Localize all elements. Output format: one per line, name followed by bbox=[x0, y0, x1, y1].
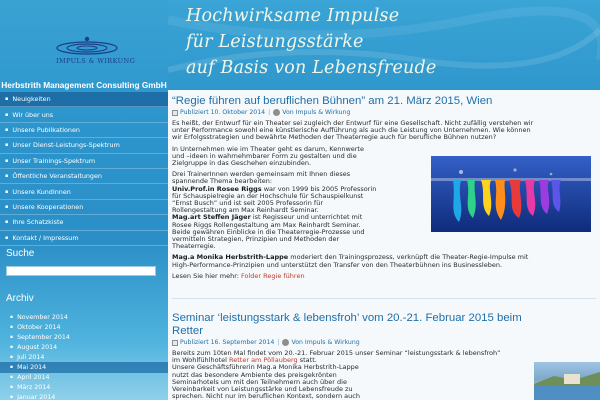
logo-text: IMPULS & WIRKUNG bbox=[56, 57, 136, 65]
post-author[interactable]: Von Impuls & Wirkung bbox=[291, 339, 360, 346]
archive-item[interactable] bbox=[0, 393, 168, 400]
bullet-icon: ▪ bbox=[10, 395, 14, 400]
nav-label: Unsere Kooperationen bbox=[12, 202, 84, 211]
text-line: “Ernst Busch” und ist seit 2005 Professorin für bbox=[172, 199, 323, 208]
nav-item-schatzkiste[interactable] bbox=[0, 215, 168, 230]
post-author[interactable]: Von Impuls & Wirkung bbox=[282, 109, 351, 116]
meta-separator: | bbox=[268, 109, 271, 116]
bullet-icon: ▪ bbox=[10, 375, 14, 381]
text-line: sprechen. Nicht nur im beruflichen Kontext, sondern auch bbox=[172, 392, 360, 400]
text-line: Unsere Geschäftsführerin Mag.a Monika Herbstrith-Lappe bbox=[172, 363, 359, 372]
header-banner bbox=[168, 0, 600, 90]
bullet-icon: ▪ bbox=[5, 203, 9, 210]
bullet-icon: ▪ bbox=[10, 344, 14, 350]
bullet-icon: ▪ bbox=[10, 385, 14, 391]
main-navigation bbox=[0, 92, 168, 246]
logo-ripple-icon bbox=[52, 36, 122, 58]
archive-item[interactable] bbox=[0, 312, 168, 322]
nav-label: Unsere KundInnen bbox=[12, 187, 71, 196]
archive-item[interactable] bbox=[0, 362, 168, 372]
header-tagline-line-3: auf Basis von Lebensfreude bbox=[186, 58, 437, 78]
nav-label: Ihre Schatzkiste bbox=[12, 218, 64, 227]
search-widget-title: Suche bbox=[6, 248, 35, 259]
bullet-icon: ▪ bbox=[10, 365, 14, 371]
text-line: Theaterregie. bbox=[172, 242, 216, 251]
text-line: High-Performance-Prinzipien und unterstützt den Transfer von den Theaterbühnen ins Businessleben. bbox=[172, 260, 503, 269]
read-more-label: Lesen Sie hier mehr: bbox=[172, 271, 239, 280]
nav-item-kooperationen[interactable] bbox=[0, 200, 168, 215]
sidebar bbox=[0, 0, 168, 400]
nav-item-veranstaltungen[interactable] bbox=[0, 169, 168, 184]
author-icon bbox=[282, 339, 289, 346]
company-name: Herbstrith Management Consulting GmbH bbox=[1, 80, 167, 90]
bullet-icon: ▪ bbox=[5, 142, 9, 149]
text-line: Bereits zum 10ten Mal findet vom 20.-21. Februar 2015 unser Seminar “leistungsstark & lebensfroh” bbox=[172, 349, 501, 357]
paint-splash-image bbox=[431, 156, 591, 232]
trainer-text: ist Regisseur und unterrichtet mit bbox=[252, 213, 363, 222]
post-title[interactable]: “Regie führen auf beruflichen Bühnen” am 21. März 2015, Wien bbox=[172, 95, 493, 107]
bullet-icon: ▪ bbox=[5, 126, 9, 133]
main-content bbox=[168, 90, 600, 400]
text-line: vermitteln Strategien, Prinzipien und Methoden der bbox=[172, 235, 340, 244]
bullet-icon: ▪ bbox=[10, 334, 14, 340]
nav-item-publikationen[interactable] bbox=[0, 123, 168, 138]
nav-label: Wir über uns bbox=[12, 110, 54, 119]
nav-label: Unser Dienst-Leistungs-Spektrum bbox=[12, 141, 120, 150]
bullet-icon: ▪ bbox=[5, 219, 9, 226]
text-line: Rollengestaltung am Max Reinhardt Seminar. bbox=[172, 206, 319, 215]
nav-label: Neuigkeiten bbox=[12, 95, 51, 104]
text-line: Drei TrainerInnen werden gemeinsam mit Ihnen dieses bbox=[172, 170, 351, 179]
archive-item[interactable] bbox=[0, 373, 168, 383]
nav-item-kontakt[interactable] bbox=[0, 231, 168, 246]
text-line: nutzt das besondere Ambiente des preisgekrönten bbox=[172, 370, 337, 379]
archive-label: März 2014 bbox=[17, 384, 51, 392]
archive-label: Januar 2014 bbox=[17, 394, 56, 400]
paint-drops-icon bbox=[431, 156, 591, 232]
text-line: für Schauspielregie an der Hochschule für Schauspielkunst bbox=[172, 191, 364, 200]
trainer-name: Mag.a Monika Herbstrith-Lappe bbox=[172, 253, 289, 262]
post-title-line: Seminar ‘leistungsstark & lebensfroh’ vom 20.-21. Februar 2015 beim bbox=[172, 312, 522, 324]
text-line: und –ideen in wahrnehmbarer Form zu gestalten und die bbox=[172, 151, 357, 160]
archive-label: September 2014 bbox=[17, 333, 70, 341]
post-paragraph bbox=[172, 350, 596, 400]
trainer-text: moderiert den Trainingsprozess, verknüpft die Theater-Regie-Impulse mit bbox=[290, 253, 529, 262]
bullet-icon: ▪ bbox=[5, 96, 9, 103]
nav-label: Unsere Publikationen bbox=[12, 125, 80, 134]
author-icon bbox=[273, 109, 280, 116]
post-date[interactable]: Publiziert 16. September 2014 bbox=[180, 339, 275, 346]
header-tagline-line-2: für Leistungsstärke bbox=[186, 32, 364, 52]
meta-separator: | bbox=[277, 339, 280, 346]
text-fragment: statt. bbox=[299, 356, 317, 365]
text-line: Beide gewähren Einblicke in die Theaterregie-Prozesse und bbox=[172, 227, 365, 236]
search-input[interactable] bbox=[6, 266, 156, 276]
archive-item[interactable] bbox=[0, 383, 168, 393]
post-divider bbox=[172, 298, 596, 299]
bullet-icon: ▪ bbox=[5, 188, 9, 195]
calendar-icon bbox=[172, 110, 178, 116]
text-line: Seminarhotels um mit den Teilnehmern auch über die bbox=[172, 377, 347, 386]
hotel-landscape-icon bbox=[534, 362, 600, 400]
text-line: wir Erfolgsstrategien und bewährte Methoden der Theaterregie auch für berufliche Bühnen nutzen? bbox=[172, 133, 497, 142]
text-line: In Unternehmen wie im Theater geht es darum, Kennwerte bbox=[172, 144, 364, 153]
bullet-icon: ▪ bbox=[5, 157, 9, 164]
nav-item-trainings-spektrum[interactable] bbox=[0, 154, 168, 169]
archive-item[interactable] bbox=[0, 342, 168, 352]
nav-item-kundinnen[interactable] bbox=[0, 184, 168, 199]
archive-label: November 2014 bbox=[17, 313, 68, 321]
text-line: spannende Thema bearbeiten: bbox=[172, 177, 273, 186]
text-line: Es heißt, der Entwurf für ein Theater sei zugleich der Entwurf für eine Gesellschaft. Nicht zufällig verstehen wir bbox=[172, 119, 534, 127]
post-seminar-leistungsstark bbox=[172, 312, 596, 400]
post-intro bbox=[172, 120, 596, 142]
header-tagline-line-1: Hochwirksame Impulse bbox=[186, 6, 400, 26]
nav-label: Unser Trainings-Spektrum bbox=[12, 156, 96, 165]
bullet-icon: ▪ bbox=[5, 173, 9, 180]
bullet-icon: ▪ bbox=[10, 314, 14, 320]
nav-label: Öffentliche Veranstaltungen bbox=[12, 172, 102, 181]
archive-item[interactable] bbox=[0, 352, 168, 362]
text-line: Zielgruppe in das Geschehen einzubinden. bbox=[172, 159, 312, 168]
trainer-text: war von 1999 bis 2005 Professorin bbox=[263, 184, 377, 193]
archive-label: Mai 2014 bbox=[17, 364, 47, 372]
calendar-icon bbox=[172, 340, 178, 346]
nav-item-dienst-leistungs-spektrum[interactable] bbox=[0, 138, 168, 153]
text-line: Vereinbarkeit von Leistungsstärke und Lebensfreude zu bbox=[172, 385, 353, 394]
archive-list bbox=[0, 312, 168, 400]
bullet-icon: ▪ bbox=[5, 111, 9, 118]
archive-label: August 2014 bbox=[17, 343, 58, 351]
nav-label: Kontakt / Impressum bbox=[12, 233, 79, 242]
post-meta bbox=[172, 109, 596, 116]
nav-item-neuigkeiten[interactable] bbox=[0, 92, 168, 107]
bullet-icon: ▪ bbox=[10, 324, 14, 330]
post-paragraph bbox=[172, 254, 596, 268]
post-title-line: Retter bbox=[172, 325, 204, 337]
post-date[interactable]: Publiziert 10. Oktober 2014 bbox=[180, 109, 266, 116]
read-more bbox=[172, 273, 596, 280]
post-meta bbox=[172, 339, 596, 346]
archive-item[interactable] bbox=[0, 322, 168, 332]
archive-widget-title: Archiv bbox=[6, 293, 34, 304]
nav-item-wir-ueber-uns[interactable] bbox=[0, 107, 168, 122]
trainer-name: Univ.Prof.in Rosee Riggs bbox=[172, 184, 262, 193]
archive-label: Oktober 2014 bbox=[17, 323, 61, 331]
hotel-link[interactable]: Retter am Pöllauberg bbox=[229, 356, 298, 365]
logo[interactable] bbox=[0, 0, 168, 78]
hotel-pool-image bbox=[534, 362, 600, 400]
bullet-icon: ▪ bbox=[5, 234, 9, 241]
trainer-name: Mag.art Steffen Jäger bbox=[172, 213, 251, 222]
text-fragment: im Wohlfühlhotel bbox=[172, 356, 227, 365]
archive-label: April 2014 bbox=[17, 374, 50, 382]
text-line: unter Performance sowohl eine künstlerische Aufführung als auch die Leistung von Unternehmen. Wie können bbox=[172, 126, 531, 135]
bullet-icon: ▪ bbox=[10, 354, 14, 360]
text-line: Rosee Riggs Rollengestaltung am Max Reinhardt Seminar. bbox=[172, 220, 361, 229]
folder-link[interactable]: Folder Regie führen bbox=[241, 271, 305, 280]
post-title[interactable] bbox=[172, 312, 596, 338]
archive-item[interactable] bbox=[0, 332, 168, 342]
archive-label: Juli 2014 bbox=[17, 353, 45, 361]
